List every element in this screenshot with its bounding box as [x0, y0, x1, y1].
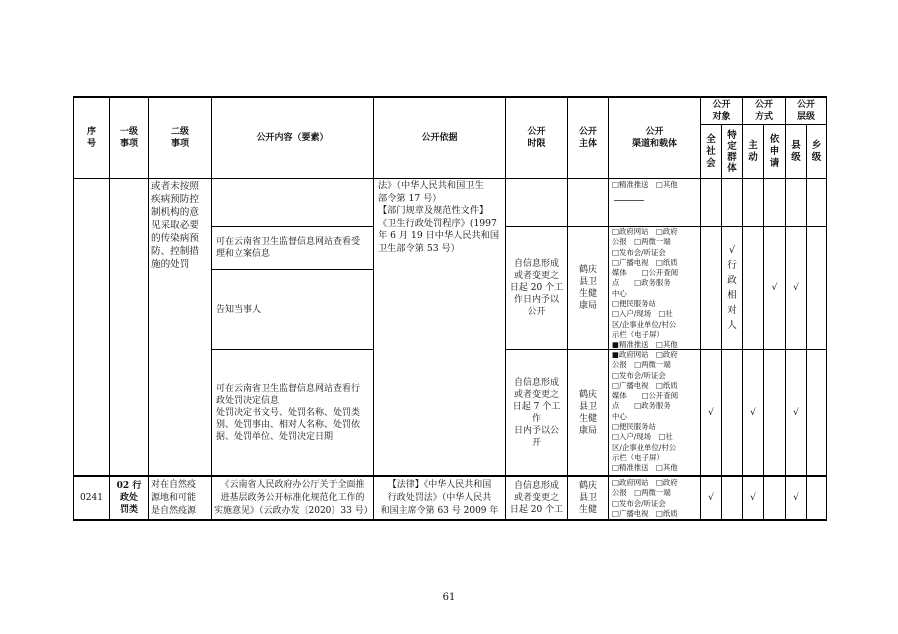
- s2-first-level: 02 行 政处 罚类: [116, 481, 142, 515]
- header-channel: 公开 渠道和载体: [631, 127, 677, 149]
- page-number: 61: [442, 592, 456, 603]
- header-bottom-border: [73, 178, 827, 179]
- s1-row-d-time: 自信息形成 或者变更之 日起 7 个工作 日内予以公 开: [512, 377, 561, 448]
- header-method: 公开 方式: [754, 100, 773, 122]
- header-first-level: 一级 事项: [119, 127, 138, 149]
- header-specific-group: 特 定 群 体: [727, 129, 737, 174]
- s1-row-bc-subject: 鹤庆 县卫 生健 康局: [578, 265, 597, 311]
- s2-basis: 【法律】《中华人民共和国 行政处罚法》（中华人民共 和国主席令第 63 号 2009 年: [380, 479, 499, 516]
- s1-row-bc-time: 自信息形成 或者变更之 日起 20 个工 作日内予以 公开: [509, 259, 564, 317]
- header-town: 乡 级: [811, 139, 822, 163]
- s1-row-c-content: 告知当事人: [216, 304, 262, 315]
- s1-row-d-channel: ■政府网站 □政府 公报 □两微一端 □发布会/听证会 □广播电视 □纸质 媒体 □公开查阅 点 □政务服务 中心 □便民服务站 □入户/现场 □社 区/企事业单位/村公 示栏（电子屏） □精准推送 □其他: [612, 350, 679, 473]
- s1-row-d-content: 可在云南省卫生监督信息网站查看行 政处罚决定信息 处罚决定书文号、处罚名称、处罚类 别、处罚事由、相对人名称、处罚依 据、处罚单位、处罚决定日期: [216, 383, 361, 442]
- s1-second-level: 或者未按照 疾病预防控 制机构的意 见采取必要 的传染病预 防、控制措 施的处罚: [151, 181, 199, 270]
- s1-row-bc-channel: □政府网站 □政府 公报 □两微一端 □发布会/听证会 □广播电视 □纸质 媒体 □公开查阅 点 □政务服务 中心 □便民服务站 □入户/现场 □社 区/企事业单位/村公 示栏（电子屏） ■精准推送 □其他: [612, 227, 679, 350]
- s2-time: 自信息形成 或者变更之 日起 20 个工: [509, 481, 564, 515]
- header-level: 公开 层级: [796, 100, 815, 122]
- header-time: 公开 时限: [527, 127, 546, 149]
- s1-basis: 法》（中华人民共和国卫生 部令第 17 号） 【部门规章及规范性文件】 《卫生行政处罚程序》(1997 年 6 月 19 日中华人民共和国 卫生部令第 53 号）: [378, 180, 500, 254]
- s1-row-bc-on-request: √: [771, 283, 778, 293]
- col-line-13: [806, 124, 807, 521]
- header-seq: 序 号: [86, 127, 96, 149]
- s1-row-d-whole-society: √: [708, 407, 714, 418]
- s1-row-d-county: √: [793, 407, 799, 418]
- s2-whole-society: √: [708, 493, 714, 503]
- header-content: 公开内容（要素）: [256, 133, 329, 143]
- s1-row-d-subject: 鹤庆 县卫 生健 康局: [578, 389, 597, 436]
- s2-channel: □政府网站 □政府 公报 □两微一端 □发布会/听证会 □广播电视 □纸质: [612, 478, 678, 518]
- header-on-request: 依 申 请: [769, 133, 780, 169]
- s1-row-d-active: √: [750, 407, 756, 418]
- s1-row-bc-target: √ 行 政 相 对 人: [727, 245, 737, 331]
- header-target: 公开 对象: [712, 100, 731, 122]
- header-county: 县 级: [791, 139, 801, 163]
- col-line-14: [826, 96, 827, 521]
- s1-row-a-underline: [614, 200, 644, 201]
- s2-second-level: 对在自然疫 源地和可能 是自然疫源: [151, 479, 197, 516]
- header-whole-society: 全 社 会: [706, 133, 716, 169]
- s2-county: √: [793, 493, 799, 503]
- s1-row-b-content: 可在云南省卫生监督信息网站查看受 理和立案信息: [216, 237, 361, 259]
- header-basis: 公开依据: [421, 133, 458, 143]
- table-bottom-border: [73, 519, 827, 521]
- s2-active: √: [750, 493, 756, 503]
- s2-subject: 鹤庆 县卫 生健: [578, 481, 597, 515]
- header-active: 主 动: [748, 139, 758, 163]
- header-subject: 公开 主体: [578, 127, 597, 149]
- s1-row-bc-county: √: [793, 283, 799, 293]
- s1-row-a-channel: □精准推送 □其他: [612, 180, 678, 189]
- s2-content: 《云南省人民政府办公厅关于全面推 进基层政务公开标准化规范化工作的 实施意见》（云政办发〔2020〕33 号）: [214, 479, 373, 516]
- s2-seq: 0241: [80, 493, 103, 503]
- header-second-level: 二级 事项: [170, 127, 189, 149]
